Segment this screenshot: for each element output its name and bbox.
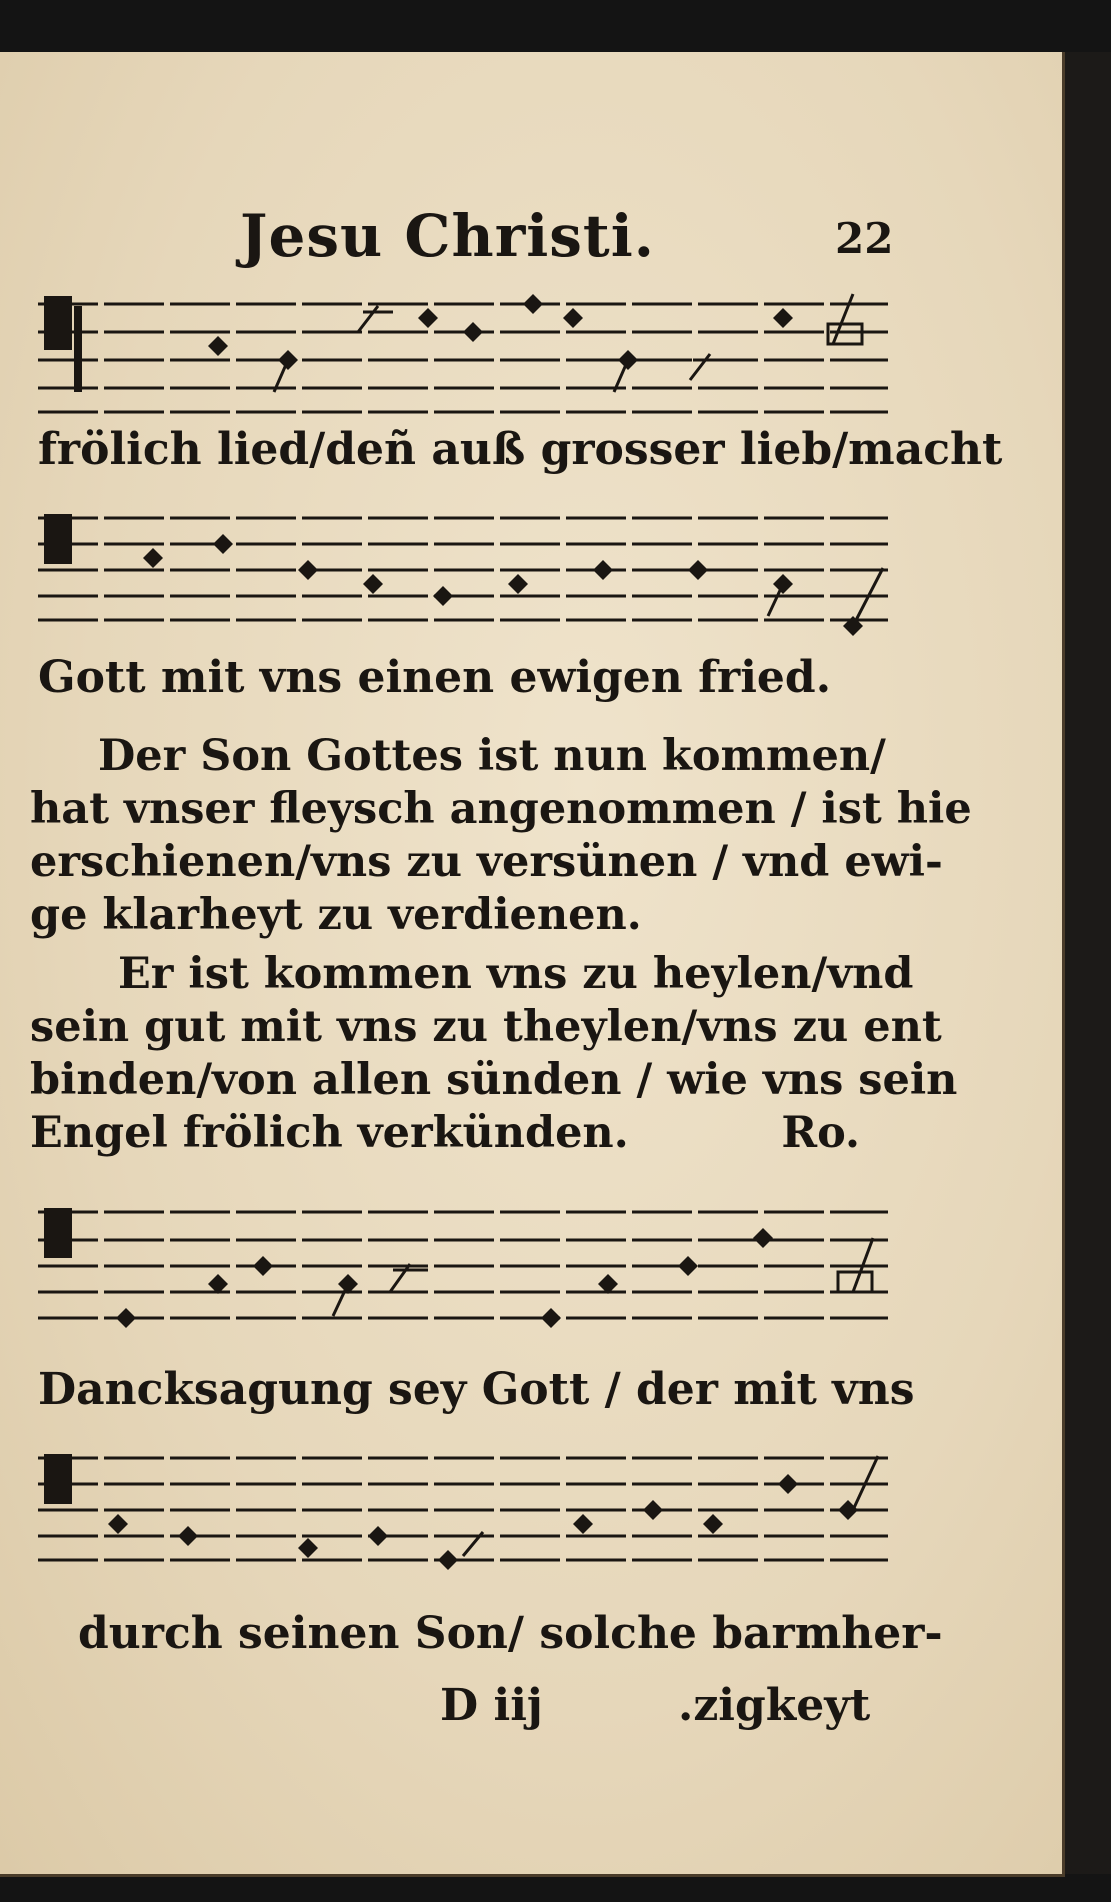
page-number: 22 [835, 214, 894, 263]
signature-mark: D iij [440, 1680, 543, 1731]
stanza-2-line: Engel frölich verkünden. [30, 1108, 629, 1158]
music-notation [38, 1202, 890, 1342]
music-staff-3 [38, 1202, 890, 1342]
stanza-1-line: ge klarheyt zu verdienen. [30, 890, 642, 940]
lyric-line-4: durch seinen Son/ solche barmher- [78, 1608, 943, 1659]
music-notation [38, 284, 890, 424]
lyric-line-1: frölich lied/deñ auß grosser lieb/macht [38, 424, 1003, 475]
music-notation [38, 1446, 890, 1586]
page-edge-shadow [1065, 52, 1111, 1874]
stanza-1-line: Der Son Gottes ist nun kommen/ [98, 731, 886, 781]
lyric-line-2: Gott mit vns einen ewigen fried. [38, 652, 832, 703]
running-head: Jesu Christi. [240, 202, 655, 270]
music-staff-4 [38, 1446, 890, 1586]
catchword: .zigkeyt [678, 1680, 871, 1731]
stanza-1 [30, 730, 972, 942]
stanza-2-line: sein gut mit vns zu theylen/vns zu ent [30, 1002, 942, 1052]
stanza-2-last-line [30, 1107, 900, 1160]
stanza-2 [30, 948, 958, 1160]
stanza-1-line: erschienen/vns zu versünen / vnd ewi- [30, 837, 943, 887]
stanza-1-line: hat vnser fleysch angenommen / ist hie [30, 784, 972, 834]
book-page [0, 52, 1065, 1877]
refrain-mark: Ro. [781, 1108, 860, 1158]
music-notation [38, 508, 890, 648]
music-staff-2 [38, 508, 890, 648]
music-staff-1 [38, 284, 890, 424]
lyric-line-3: Dancksagung sey Gott / der mit vns [38, 1364, 915, 1415]
stanza-2-line: Er ist kommen vns zu heylen/vnd [118, 949, 914, 999]
stanza-2-line: binden/von allen sünden / wie vns sein [30, 1055, 958, 1105]
